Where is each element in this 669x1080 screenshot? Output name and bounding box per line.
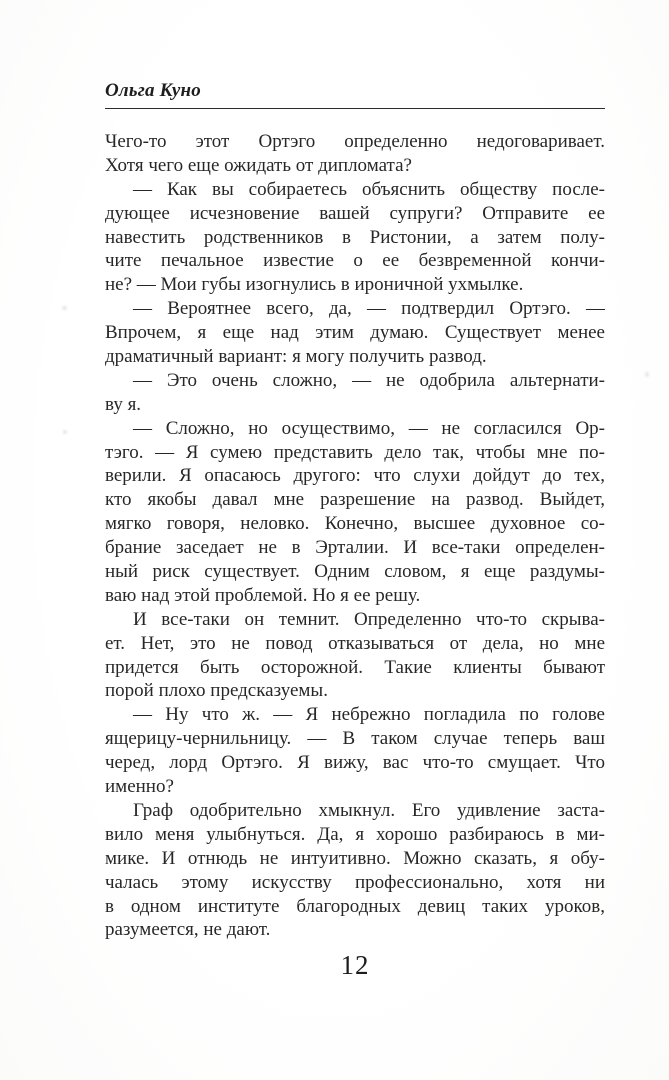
text-line: — Как вы собираетесь объяснить обществу после- (133, 178, 605, 200)
running-header (105, 80, 605, 109)
text-line: Чего-то этот Ортэго определенно недоговаривает. (105, 131, 605, 152)
paragraph (105, 417, 605, 608)
paragraph (105, 608, 605, 704)
text-line: навестить родственников в Ристонии, а затем полу- (105, 226, 605, 248)
scan-speck (63, 430, 67, 434)
paragraph (105, 703, 605, 799)
paragraph (105, 178, 605, 297)
text-line: вило меня улыбнуться. Да, я хорошо разбираюсь в ми- (105, 823, 605, 845)
scan-speck (62, 306, 67, 310)
text-line: мягко говоря, неловко. Конечно, высшее духовное со- (105, 513, 605, 535)
text-line: брание заседает не в Эрталии. И все-таки определен- (105, 537, 605, 559)
text-line: ящерицу-чернильницу. — В таком случае теперь ваш (105, 728, 605, 750)
page-number: 12 (340, 950, 370, 980)
text-line: ваю над этой проблемой. Но я ее решу. (105, 584, 421, 606)
scan-speck (645, 372, 649, 377)
page-body-text (105, 130, 605, 942)
text-line: чалась этому искусству профессионально, хотя ни (105, 871, 605, 893)
text-line: черед, лорд Ортэго. Я вижу, вас что-то смущает. Что (105, 752, 605, 774)
text-line: ву я. (105, 393, 142, 415)
text-line: — Сложно, но осуществимо, — не согласился Ор- (133, 417, 605, 439)
text-line: мике. И отнюдь не интуитивно. Можно сказать, я обу- (105, 847, 605, 869)
text-line: кто якобы давал мне разрешение на развод. Выйдет, (105, 489, 605, 511)
text-line: именно? (105, 776, 174, 798)
text-line: Впрочем, я еще над этим думаю. Существует менее (105, 322, 605, 344)
text-line: дующее исчезновение вашей супруги? Отправите ее (105, 202, 605, 224)
text-line: тэго. — Я сумею представить дело так, чтобы мне по- (105, 441, 605, 463)
text-line: ет. Нет, это не повод отказываться от дела, но мне (105, 632, 605, 654)
paragraph (105, 297, 605, 369)
text-line: не? — Мои губы изогнулись в ироничной ухмылке. (105, 274, 524, 296)
text-line: порой плохо предсказуемы. (105, 680, 328, 702)
text-line: чите печальное известие о ее безвременной кончи- (105, 250, 605, 272)
running-header-author: Ольга Куно (105, 80, 201, 101)
text-line: Хотя чего еще ожидать от дипломата? (105, 154, 412, 176)
paragraph (105, 369, 605, 417)
text-line: верили. Я опасаюсь другого: что слухи дойдут до тех, (105, 465, 605, 487)
text-line: в одном институте благородных девиц таких уроков, (105, 895, 605, 917)
text-line: драматичный вариант: я могу получить развод. (105, 346, 487, 368)
paragraph (105, 799, 605, 942)
text-line: — Ну что ж. — Я небрежно погладила по голове (133, 704, 605, 726)
text-line: — Вероятнее всего, да, — подтвердил Ортэго. — (133, 298, 605, 320)
text-line: ный риск существует. Одним словом, я еще раздумы- (105, 561, 605, 583)
text-line: Граф одобрительно хмыкнул. Его удивление заста- (133, 799, 605, 821)
text-line: И все-таки он темнит. Определенно что-то скрыва- (133, 608, 605, 630)
paragraph (105, 130, 605, 178)
text-line: разумеется, не дают. (105, 919, 271, 941)
text-line: — Это очень сложно, — не одобрила альтернати- (133, 369, 605, 391)
text-line: придется быть осторожной. Такие клиенты бывают (105, 656, 605, 678)
